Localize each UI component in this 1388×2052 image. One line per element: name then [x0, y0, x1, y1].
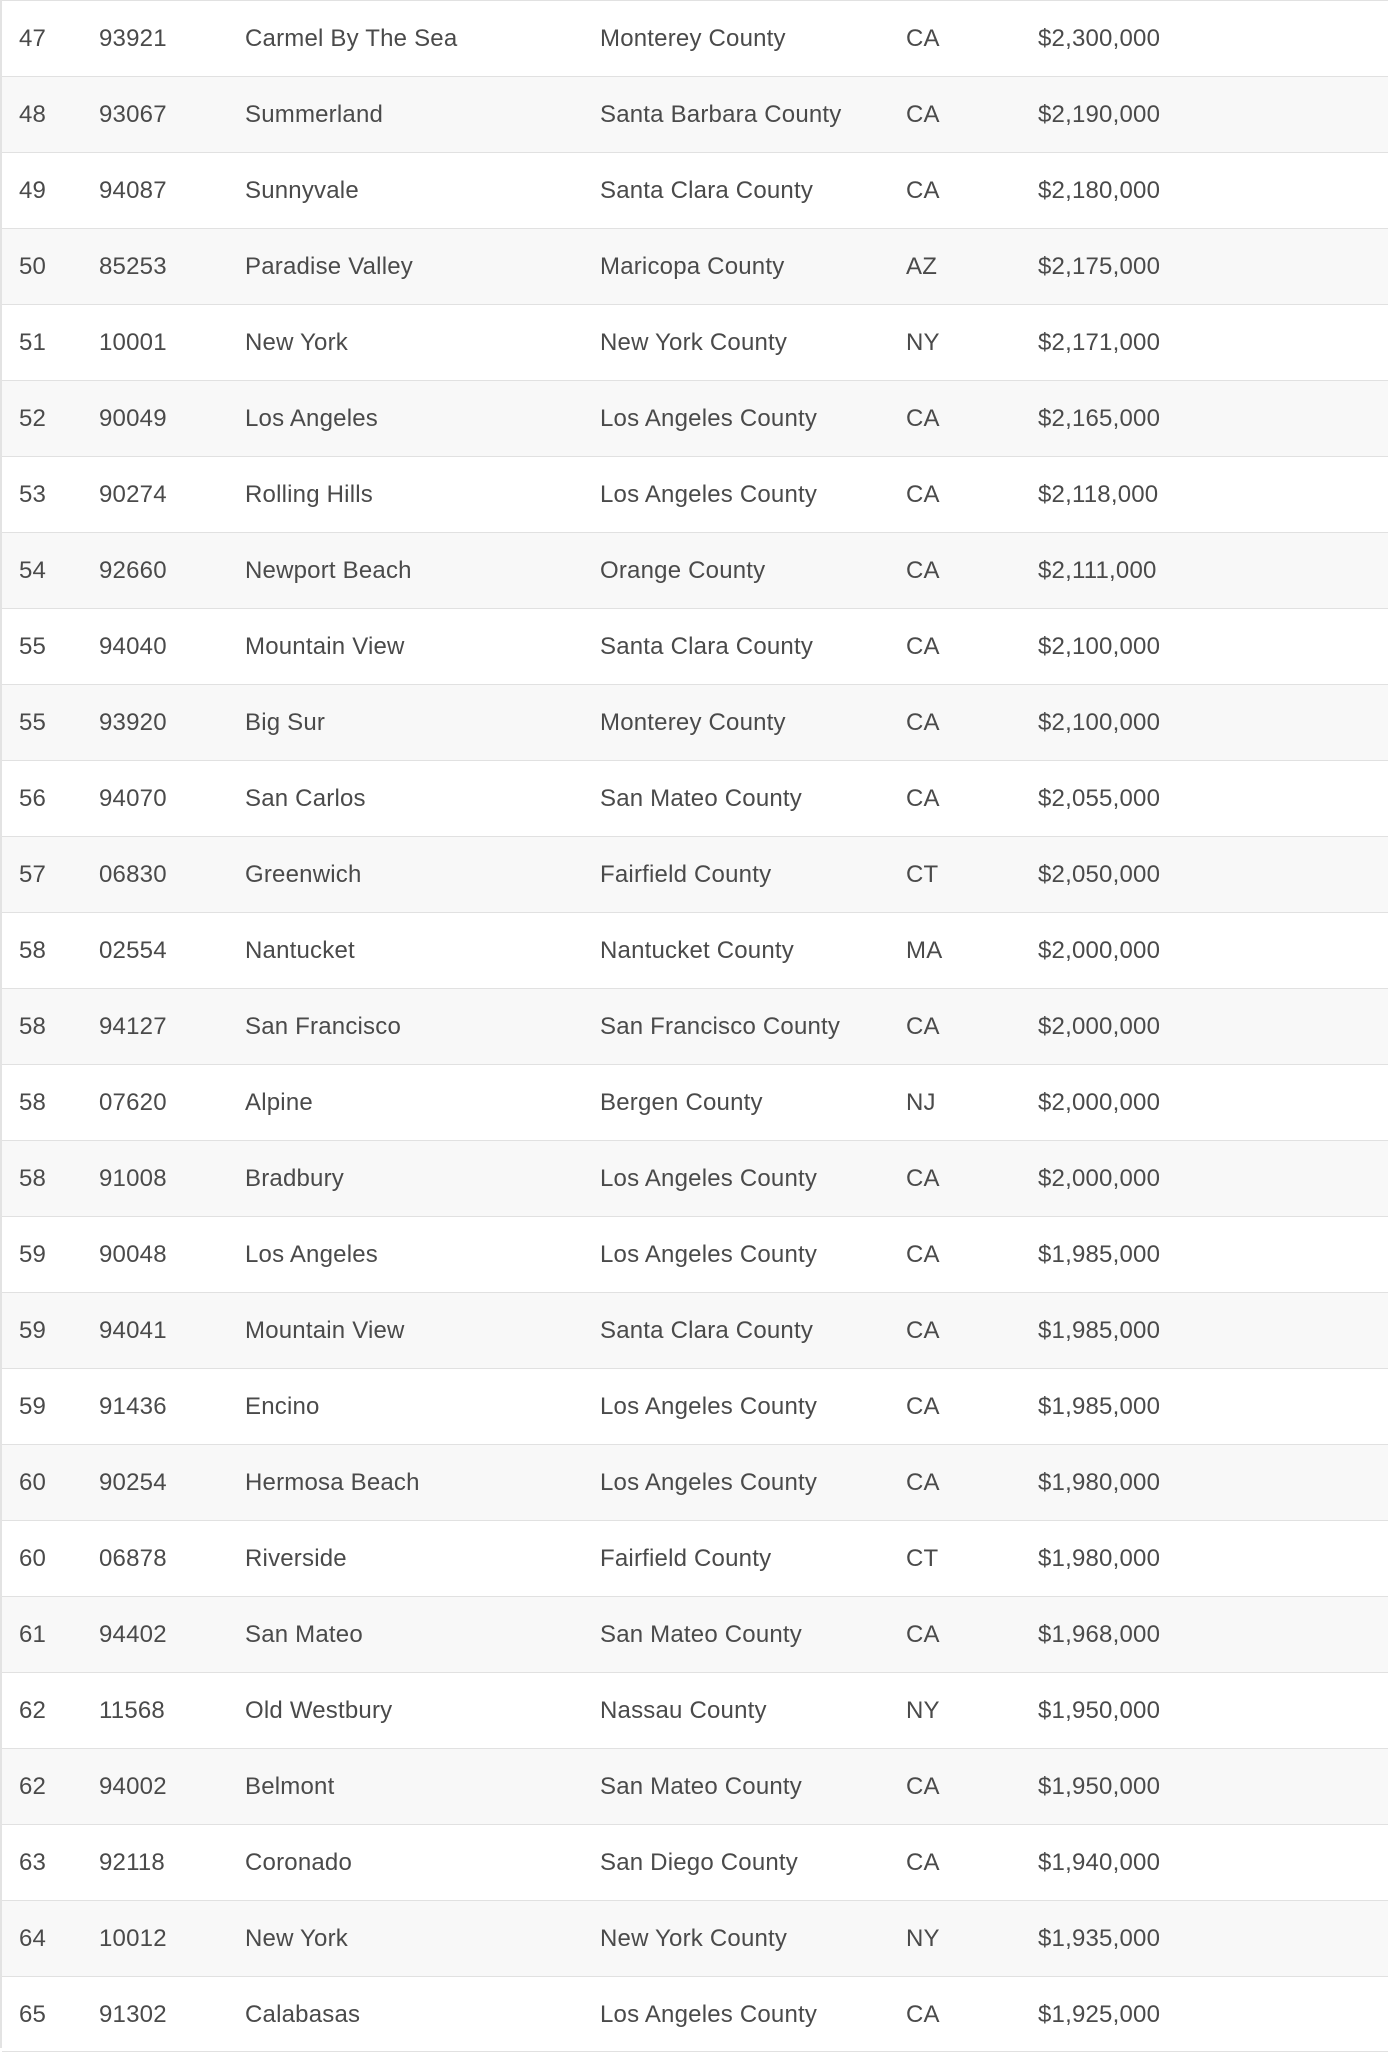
- city-cell: Big Sur: [245, 709, 326, 736]
- zip-cell: 91302: [99, 2001, 167, 2028]
- price-cell: $2,190,000: [1038, 101, 1161, 128]
- zip-cell: 90048: [99, 1241, 167, 1268]
- county-cell: San Mateo County: [600, 1621, 802, 1648]
- zip-cell: 02554: [99, 937, 167, 964]
- zip-cell: 06878: [99, 1545, 167, 1572]
- rank-cell: 47: [19, 25, 47, 52]
- city-cell: New York: [245, 329, 348, 356]
- zip-cell: 93920: [99, 709, 167, 736]
- table-row: [2, 380, 1388, 456]
- county-cell: Santa Clara County: [600, 633, 814, 660]
- zip-cell: 94402: [99, 1621, 167, 1648]
- zip-cell: 92660: [99, 557, 167, 584]
- rank-cell: 59: [19, 1393, 47, 1420]
- table-row: [2, 152, 1388, 228]
- county-cell: Los Angeles County: [600, 405, 818, 432]
- state-cell: CA: [906, 1393, 940, 1420]
- price-cell: $2,100,000: [1038, 709, 1161, 736]
- zip-cell: 10012: [99, 1925, 167, 1952]
- rank-cell: 62: [19, 1773, 47, 1800]
- rank-cell: 49: [19, 177, 47, 204]
- state-cell: CA: [906, 557, 940, 584]
- state-cell: NY: [906, 1697, 940, 1724]
- table-row: [2, 836, 1388, 912]
- rank-cell: 59: [19, 1317, 47, 1344]
- city-cell: Nantucket: [245, 937, 355, 964]
- table-row: [2, 0, 1388, 76]
- table-row: [2, 1064, 1388, 1140]
- table-row: [2, 1292, 1388, 1368]
- state-cell: CA: [906, 1013, 940, 1040]
- rank-cell: 58: [19, 1165, 47, 1192]
- table-row: [2, 228, 1388, 304]
- state-cell: CA: [906, 633, 940, 660]
- city-cell: Summerland: [245, 101, 384, 128]
- city-cell: Los Angeles: [245, 405, 378, 432]
- zip-cell: 85253: [99, 253, 167, 280]
- rank-cell: 54: [19, 557, 47, 584]
- city-cell: Greenwich: [245, 861, 362, 888]
- price-cell: $2,118,000: [1038, 481, 1159, 508]
- state-cell: MA: [906, 937, 943, 964]
- city-cell: Sunnyvale: [245, 177, 359, 204]
- state-cell: NJ: [906, 1089, 936, 1116]
- table-row: [2, 1748, 1388, 1824]
- zip-cell: 07620: [99, 1089, 167, 1116]
- county-cell: Los Angeles County: [600, 1393, 818, 1420]
- rank-cell: 60: [19, 1545, 47, 1572]
- zip-cell: 91008: [99, 1165, 167, 1192]
- state-cell: CA: [906, 101, 940, 128]
- state-cell: CA: [906, 177, 940, 204]
- county-cell: Orange County: [600, 557, 766, 584]
- table-row: [2, 1140, 1388, 1216]
- zip-cell: 11568: [99, 1697, 165, 1724]
- city-cell: Carmel By The Sea: [245, 25, 458, 52]
- county-cell: Los Angeles County: [600, 1241, 818, 1268]
- city-cell: Bradbury: [245, 1165, 344, 1192]
- price-cell: $1,935,000: [1038, 1925, 1161, 1952]
- rank-cell: 58: [19, 937, 47, 964]
- price-cell: $2,000,000: [1038, 1165, 1161, 1192]
- county-cell: New York County: [600, 329, 788, 356]
- state-cell: CA: [906, 1773, 940, 1800]
- price-cell: $2,100,000: [1038, 633, 1161, 660]
- price-cell: $1,985,000: [1038, 1393, 1161, 1420]
- county-cell: New York County: [600, 1925, 788, 1952]
- rank-cell: 48: [19, 101, 47, 128]
- rank-cell: 51: [19, 329, 47, 356]
- rank-cell: 50: [19, 253, 47, 280]
- table-row: [2, 76, 1388, 152]
- county-cell: Fairfield County: [600, 1545, 772, 1572]
- county-cell: Maricopa County: [600, 253, 785, 280]
- county-cell: Monterey County: [600, 709, 786, 736]
- state-cell: CA: [906, 785, 940, 812]
- rank-cell: 55: [19, 633, 47, 660]
- price-cell: $1,985,000: [1038, 1241, 1161, 1268]
- zip-cell: 91436: [99, 1393, 167, 1420]
- table-row: [2, 988, 1388, 1064]
- zip-cell: 93921: [99, 25, 167, 52]
- county-cell: Nantucket County: [600, 937, 794, 964]
- table-row: [2, 684, 1388, 760]
- rank-cell: 65: [19, 2001, 47, 2028]
- price-cell: $1,940,000: [1038, 1849, 1161, 1876]
- city-cell: New York: [245, 1925, 348, 1952]
- county-cell: Monterey County: [600, 25, 786, 52]
- county-cell: Santa Barbara County: [600, 101, 842, 128]
- state-cell: CA: [906, 405, 940, 432]
- zip-cell: 94002: [99, 1773, 167, 1800]
- zip-cell: 94041: [99, 1317, 167, 1344]
- city-cell: Rolling Hills: [245, 481, 373, 508]
- city-cell: Riverside: [245, 1545, 347, 1572]
- table-row: [2, 456, 1388, 532]
- county-cell: San Mateo County: [600, 1773, 802, 1800]
- rank-cell: 57: [19, 861, 47, 888]
- rank-cell: 52: [19, 405, 47, 432]
- price-cell: $2,175,000: [1038, 253, 1161, 280]
- table-row: [2, 1900, 1388, 1976]
- city-cell: Mountain View: [245, 1317, 405, 1344]
- zip-cell: 94087: [99, 177, 167, 204]
- city-cell: Old Westbury: [245, 1697, 393, 1724]
- county-cell: Los Angeles County: [600, 1469, 818, 1496]
- table-row: [2, 1976, 1388, 2052]
- rank-cell: 63: [19, 1849, 47, 1876]
- rank-cell: 56: [19, 785, 47, 812]
- state-cell: CA: [906, 1849, 940, 1876]
- price-cell: $2,000,000: [1038, 1013, 1161, 1040]
- state-cell: CA: [906, 2001, 940, 2028]
- zip-cell: 92118: [99, 1849, 165, 1876]
- zip-cell: 90254: [99, 1469, 167, 1496]
- county-cell: Los Angeles County: [600, 481, 818, 508]
- county-cell: Los Angeles County: [600, 2001, 818, 2028]
- state-cell: NY: [906, 329, 940, 356]
- rank-cell: 59: [19, 1241, 47, 1268]
- price-cell: $2,000,000: [1038, 1089, 1161, 1116]
- city-cell: San Mateo: [245, 1621, 363, 1648]
- price-cell: $2,111,000: [1038, 557, 1157, 584]
- county-cell: Santa Clara County: [600, 1317, 814, 1344]
- county-cell: Fairfield County: [600, 861, 772, 888]
- zip-cell: 90049: [99, 405, 167, 432]
- state-cell: CA: [906, 709, 940, 736]
- state-cell: CA: [906, 1165, 940, 1192]
- state-cell: CT: [906, 1545, 939, 1572]
- rank-cell: 64: [19, 1925, 47, 1952]
- city-cell: Paradise Valley: [245, 253, 413, 280]
- price-cell: $2,165,000: [1038, 405, 1161, 432]
- county-cell: San Diego County: [600, 1849, 798, 1876]
- rank-cell: 55: [19, 709, 47, 736]
- price-cell: $1,950,000: [1038, 1773, 1161, 1800]
- price-cell: $2,000,000: [1038, 937, 1161, 964]
- zip-cell: 10001: [99, 329, 167, 356]
- zip-cell: 94070: [99, 785, 167, 812]
- table-row: [2, 1216, 1388, 1292]
- table-row: [2, 1444, 1388, 1520]
- price-cell: $1,980,000: [1038, 1545, 1161, 1572]
- state-cell: CA: [906, 1241, 940, 1268]
- table-row: [2, 1596, 1388, 1672]
- price-cell: $1,980,000: [1038, 1469, 1161, 1496]
- price-cell: $2,300,000: [1038, 25, 1161, 52]
- rank-cell: 58: [19, 1013, 47, 1040]
- rank-cell: 61: [19, 1621, 47, 1648]
- price-cell: $1,968,000: [1038, 1621, 1161, 1648]
- table-row: [2, 1824, 1388, 1900]
- rank-cell: 62: [19, 1697, 47, 1724]
- state-cell: CA: [906, 1317, 940, 1344]
- state-cell: CA: [906, 1621, 940, 1648]
- price-cell: $2,180,000: [1038, 177, 1161, 204]
- county-cell: Los Angeles County: [600, 1165, 818, 1192]
- state-cell: AZ: [906, 253, 938, 280]
- city-cell: Newport Beach: [245, 557, 412, 584]
- rank-cell: 58: [19, 1089, 47, 1116]
- state-cell: CA: [906, 481, 940, 508]
- price-cell: $2,171,000: [1038, 329, 1161, 356]
- price-cell: $1,925,000: [1038, 2001, 1161, 2028]
- city-cell: Los Angeles: [245, 1241, 378, 1268]
- zip-cell: 06830: [99, 861, 167, 888]
- zip-cell: 94127: [99, 1013, 167, 1040]
- zip-cell: 93067: [99, 101, 167, 128]
- price-cell: $1,950,000: [1038, 1697, 1161, 1724]
- city-cell: Calabasas: [245, 2001, 361, 2028]
- table-row: [2, 532, 1388, 608]
- state-cell: CA: [906, 25, 940, 52]
- price-cell: $1,985,000: [1038, 1317, 1161, 1344]
- city-cell: Encino: [245, 1393, 320, 1420]
- price-cell: $2,050,000: [1038, 861, 1161, 888]
- city-cell: Mountain View: [245, 633, 405, 660]
- city-cell: San Francisco: [245, 1013, 401, 1040]
- county-cell: Nassau County: [600, 1697, 767, 1724]
- city-cell: San Carlos: [245, 785, 366, 812]
- table-row: [2, 1368, 1388, 1444]
- county-cell: San Francisco County: [600, 1013, 841, 1040]
- table-row: [2, 912, 1388, 988]
- zip-cell: 94040: [99, 633, 167, 660]
- price-cell: $2,055,000: [1038, 785, 1161, 812]
- state-cell: CA: [906, 1469, 940, 1496]
- state-cell: NY: [906, 1925, 940, 1952]
- table-row: [2, 1520, 1388, 1596]
- table-row: [2, 608, 1388, 684]
- table-row: [2, 304, 1388, 380]
- table-row: [2, 760, 1388, 836]
- rank-cell: 53: [19, 481, 47, 508]
- state-cell: CT: [906, 861, 939, 888]
- city-cell: Hermosa Beach: [245, 1469, 420, 1496]
- city-cell: Alpine: [245, 1089, 313, 1116]
- zip-cell: 90274: [99, 481, 167, 508]
- county-cell: Santa Clara County: [600, 177, 814, 204]
- city-cell: Coronado: [245, 1849, 353, 1876]
- table-row: [2, 1672, 1388, 1748]
- city-cell: Belmont: [245, 1773, 335, 1800]
- county-cell: Bergen County: [600, 1089, 763, 1116]
- county-cell: San Mateo County: [600, 785, 802, 812]
- rank-cell: 60: [19, 1469, 47, 1496]
